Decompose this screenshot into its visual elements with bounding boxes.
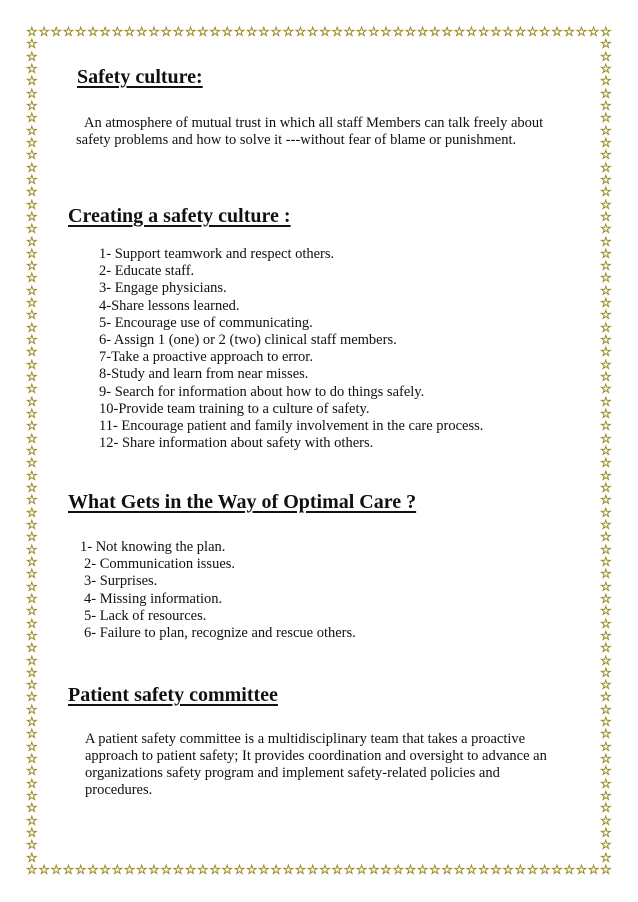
star-icon: ☆ [172,25,185,40]
star-icon: ☆ [600,111,612,127]
star-icon: ☆ [26,567,38,583]
star-icon: ☆ [600,628,612,644]
star-icon: ☆ [600,333,612,349]
star-icon: ☆ [26,283,38,299]
star-icon: ☆ [367,25,380,40]
star-icon: ☆ [600,641,612,657]
star-icon: ☆ [26,431,38,447]
star-icon: ☆ [26,468,38,484]
star-icon: ☆ [600,320,612,336]
star-icon: ☆ [282,863,295,878]
star-icon: ☆ [26,160,38,176]
star-icon: ☆ [453,863,466,878]
star-icon: ☆ [26,86,38,102]
star-icon: ☆ [587,863,600,878]
star-icon: ☆ [600,776,612,792]
star-icon: ☆ [258,25,270,40]
star-icon: ☆ [600,135,612,151]
star-icon: ☆ [26,111,38,127]
committee-description: A patient safety committee is a multidisciplinary team that takes a proactive approach to patient safety; It provides coordination and oversight to advance an organizations safety program and implement safety-related policies and procedures. [85,731,547,798]
star-icon: ☆ [26,172,38,188]
star-icon: ☆ [600,197,612,213]
list-item: 2- Educate staff. [99,263,195,280]
star-icon: ☆ [600,505,612,521]
star-icon: ☆ [26,702,38,718]
star-icon: ☆ [209,25,221,40]
star-icon: ☆ [551,25,563,40]
star-icon: ☆ [600,468,612,484]
star-icon: ☆ [563,863,576,878]
star-icon: ☆ [600,222,612,238]
star-icon: ☆ [26,135,38,151]
star-icon: ☆ [62,863,75,878]
star-icon: ☆ [26,407,38,423]
star-icon: ☆ [600,838,612,854]
star-icon: ☆ [551,863,563,878]
star-icon: ☆ [477,25,490,40]
star-icon: ☆ [600,98,612,114]
star-icon: ☆ [26,74,38,90]
star-icon: ☆ [600,752,612,768]
star-icon: ☆ [26,480,38,496]
star-icon: ☆ [416,863,429,878]
star-icon: ☆ [26,739,38,755]
star-icon: ☆ [26,296,38,312]
star-icon: ☆ [600,370,612,386]
star-icon: ☆ [600,61,612,77]
star-icon: ☆ [331,25,343,40]
star-icon: ☆ [26,25,38,40]
star-icon: ☆ [26,185,38,201]
star-icon: ☆ [600,579,612,595]
star-icon: ☆ [245,863,258,878]
star-icon: ☆ [429,863,441,878]
star-icon: ☆ [600,357,612,373]
star-icon: ☆ [26,604,38,620]
star-icon: ☆ [502,25,514,40]
list-item: 1- Not knowing the plan. [80,539,226,555]
star-icon: ☆ [26,752,38,768]
star-icon: ☆ [26,764,38,780]
star-icon: ☆ [600,813,612,829]
star-icon: ☆ [600,764,612,780]
list-item: 4-Share lessons learned. [99,297,240,314]
star-icon: ☆ [26,579,38,595]
star-icon: ☆ [490,25,502,40]
list-item: 11- Encourage patient and family involvement in the care process. [99,418,484,435]
star-icon: ☆ [600,678,612,694]
list-item: 4- Missing information. [84,590,223,607]
star-icon: ☆ [196,863,209,878]
star-icon: ☆ [26,394,38,410]
star-icon: ☆ [270,25,282,40]
star-icon: ☆ [209,863,221,878]
star-icon: ☆ [563,25,576,40]
star-icon: ☆ [26,271,38,287]
star-icon: ☆ [26,542,38,558]
star-icon: ☆ [26,61,38,77]
star-icon: ☆ [74,863,87,878]
star-icon: ☆ [514,863,527,878]
safety-culture-definition: An atmosphere of mutual trust in which all staff Members can talk freely about safety problems and how to solve it ---without fear of blame or punishment. [76,115,544,148]
list-item: 3- Surprises. [84,573,158,590]
star-icon: ☆ [600,25,612,40]
star-icon: ☆ [392,25,405,40]
star-icon: ☆ [600,123,612,139]
star-icon: ☆ [26,727,38,743]
star-icon: ☆ [26,863,38,878]
list-item: 2- Communication issues. [84,556,236,573]
star-icon: ☆ [50,863,63,878]
star-icon: ☆ [26,419,38,435]
star-icon: ☆ [184,25,197,40]
list-item: 12- Share information about safety with others. [99,435,374,452]
star-icon: ☆ [319,863,331,878]
star-icon: ☆ [600,148,612,164]
star-icon: ☆ [600,234,612,250]
star-icon: ☆ [26,345,38,361]
star-icon: ☆ [26,49,38,65]
star-icon: ☆ [26,838,38,854]
star-icon: ☆ [600,37,612,53]
star-icon: ☆ [600,444,612,459]
star-icon: ☆ [26,222,38,238]
list-item: 1- Support teamwork and respect others. [99,246,335,262]
star-icon: ☆ [26,628,38,644]
star-icon: ☆ [526,25,539,40]
star-icon: ☆ [26,246,38,262]
star-icon: ☆ [26,148,38,164]
star-icon: ☆ [26,308,38,324]
list-item: 6- Assign 1 (one) or 2 (two) clinical staff members. [99,332,397,349]
star-icon: ☆ [26,197,38,213]
star-icon: ☆ [26,357,38,373]
heading-creating-safety-culture: Creating a safety culture : [68,205,291,227]
star-icon: ☆ [600,801,612,817]
star-icon: ☆ [26,789,38,805]
star-icon: ☆ [355,25,368,40]
star-icon: ☆ [600,702,612,718]
star-icon: ☆ [429,25,441,40]
star-icon: ☆ [600,591,612,607]
star-icon: ☆ [26,37,38,53]
star-icon: ☆ [74,25,87,40]
star-icon: ☆ [600,49,612,65]
star-icon: ☆ [62,25,75,40]
star-icon: ☆ [404,863,417,878]
star-icon: ☆ [221,25,234,40]
star-icon: ☆ [26,517,38,533]
star-icon: ☆ [600,493,612,509]
star-icon: ☆ [26,456,38,472]
star-icon: ☆ [600,850,612,866]
star-icon: ☆ [343,863,356,878]
star-icon: ☆ [87,25,99,40]
star-icon: ☆ [26,801,38,817]
star-icon: ☆ [148,25,160,40]
star-icon: ☆ [600,604,612,620]
star-icon: ☆ [355,863,368,878]
star-icon: ☆ [600,554,612,570]
star-icon: ☆ [135,25,148,40]
star-icon: ☆ [453,25,466,40]
star-icon: ☆ [416,25,429,40]
star-icon: ☆ [26,444,38,459]
star-icon: ☆ [404,25,417,40]
star-icon: ☆ [600,789,612,805]
star-icon: ☆ [233,863,246,878]
list-item: 8-Study and learn from near misses. [99,366,309,383]
obstacles-list [80,539,356,642]
list-item: 7-Take a proactive approach to error. [99,349,313,366]
star-icon: ☆ [111,863,124,878]
star-icon: ☆ [600,172,612,188]
star-icon: ☆ [600,480,612,496]
star-icon: ☆ [26,209,38,225]
star-icon: ☆ [600,542,612,558]
star-icon: ☆ [26,370,38,386]
star-icon: ☆ [26,641,38,657]
star-icon: ☆ [319,25,331,40]
star-icon: ☆ [600,382,612,398]
list-item: 10-Provide team training to a culture of safety. [99,400,370,417]
list-item: 9- Search for information about how to do things safely. [99,383,425,400]
creating-culture-list [99,246,483,452]
star-icon: ☆ [50,25,63,40]
star-icon: ☆ [26,382,38,398]
star-icon: ☆ [26,653,38,669]
star-icon: ☆ [26,333,38,349]
star-icon: ☆ [258,863,270,878]
star-icon: ☆ [575,863,588,878]
star-icon: ☆ [160,863,172,878]
star-icon: ☆ [600,271,612,287]
star-icon: ☆ [26,493,38,509]
star-icon: ☆ [26,123,38,139]
star-icon: ☆ [294,863,307,878]
star-icon: ☆ [306,863,319,878]
star-icon: ☆ [587,25,600,40]
list-item: 5- Encourage use of communicating. [99,314,313,331]
heading-patient-safety-committee: Patient safety committee [68,684,278,706]
star-icon: ☆ [99,863,111,878]
star-icon: ☆ [477,863,490,878]
star-icon: ☆ [184,863,197,878]
star-icon: ☆ [306,25,319,40]
list-item: 3- Engage physicians. [99,280,227,297]
star-icon: ☆ [600,160,612,176]
star-icon: ☆ [26,678,38,694]
star-icon: ☆ [26,715,38,731]
list-item: 6- Failure to plan, recognize and rescue others. [84,625,356,642]
star-icon: ☆ [135,863,148,878]
star-icon: ☆ [26,320,38,336]
star-icon: ☆ [331,863,343,878]
heading-optimal-care-obstacles: What Gets in the Way of Optimal Care ? [68,491,417,513]
star-icon: ☆ [160,25,172,40]
star-icon: ☆ [441,25,453,40]
star-icon: ☆ [600,283,612,299]
star-icon: ☆ [26,813,38,829]
star-icon: ☆ [600,259,612,275]
star-icon: ☆ [600,74,612,90]
star-icon: ☆ [26,776,38,792]
star-icon: ☆ [600,431,612,447]
star-icon: ☆ [600,665,612,681]
star-icon: ☆ [367,863,380,878]
star-icon: ☆ [600,517,612,533]
star-icon: ☆ [600,209,612,225]
list-item: 5- Lack of resources. [84,607,207,624]
star-icon: ☆ [600,567,612,583]
star-icon: ☆ [600,185,612,201]
star-icon: ☆ [600,456,612,472]
star-icon: ☆ [99,25,111,40]
star-icon: ☆ [600,690,612,706]
star-icon: ☆ [490,863,502,878]
star-icon: ☆ [38,25,50,40]
star-icon: ☆ [600,419,612,435]
star-icon: ☆ [26,234,38,250]
star-icon: ☆ [465,25,478,40]
star-icon: ☆ [245,25,258,40]
star-icon: ☆ [600,530,612,546]
star-icon: ☆ [294,25,307,40]
star-icon: ☆ [270,863,282,878]
star-icon: ☆ [392,863,405,878]
star-icon: ☆ [600,86,612,102]
star-icon: ☆ [575,25,588,40]
star-icon: ☆ [196,25,209,40]
star-icon: ☆ [526,863,539,878]
star-icon: ☆ [282,25,295,40]
star-icon: ☆ [343,25,356,40]
star-icon: ☆ [380,25,392,40]
star-icon: ☆ [26,826,38,842]
star-icon: ☆ [441,863,453,878]
star-icon: ☆ [26,850,38,866]
star-icon: ☆ [538,863,551,878]
star-icon: ☆ [600,715,612,731]
star-icon: ☆ [380,863,392,878]
star-icon: ☆ [26,530,38,546]
star-icon: ☆ [172,863,185,878]
star-icon: ☆ [600,616,612,632]
heading-safety-culture: Safety culture: [77,66,203,88]
star-icon: ☆ [600,863,612,878]
star-icon: ☆ [26,616,38,632]
star-icon: ☆ [26,690,38,706]
star-icon: ☆ [233,25,246,40]
star-icon: ☆ [26,505,38,521]
star-icon: ☆ [600,246,612,262]
star-icon: ☆ [26,259,38,275]
star-icon: ☆ [600,739,612,755]
star-icon: ☆ [26,554,38,570]
star-icon: ☆ [600,653,612,669]
star-icon: ☆ [465,863,478,878]
star-icon: ☆ [600,727,612,743]
star-icon: ☆ [221,863,234,878]
star-icon: ☆ [123,25,136,40]
star-icon: ☆ [26,98,38,114]
star-icon: ☆ [600,826,612,842]
star-icon: ☆ [514,25,527,40]
star-icon: ☆ [38,863,50,878]
star-icon: ☆ [111,25,124,40]
star-icon: ☆ [600,394,612,410]
star-icon: ☆ [600,296,612,312]
star-icon: ☆ [148,863,160,878]
star-icon: ☆ [600,407,612,423]
star-icon: ☆ [87,863,99,878]
star-icon: ☆ [538,25,551,40]
star-icon: ☆ [26,665,38,681]
star-icon: ☆ [26,591,38,607]
star-icon: ☆ [502,863,514,878]
star-icon: ☆ [600,345,612,361]
star-icon: ☆ [123,863,136,878]
star-icon: ☆ [600,308,612,324]
